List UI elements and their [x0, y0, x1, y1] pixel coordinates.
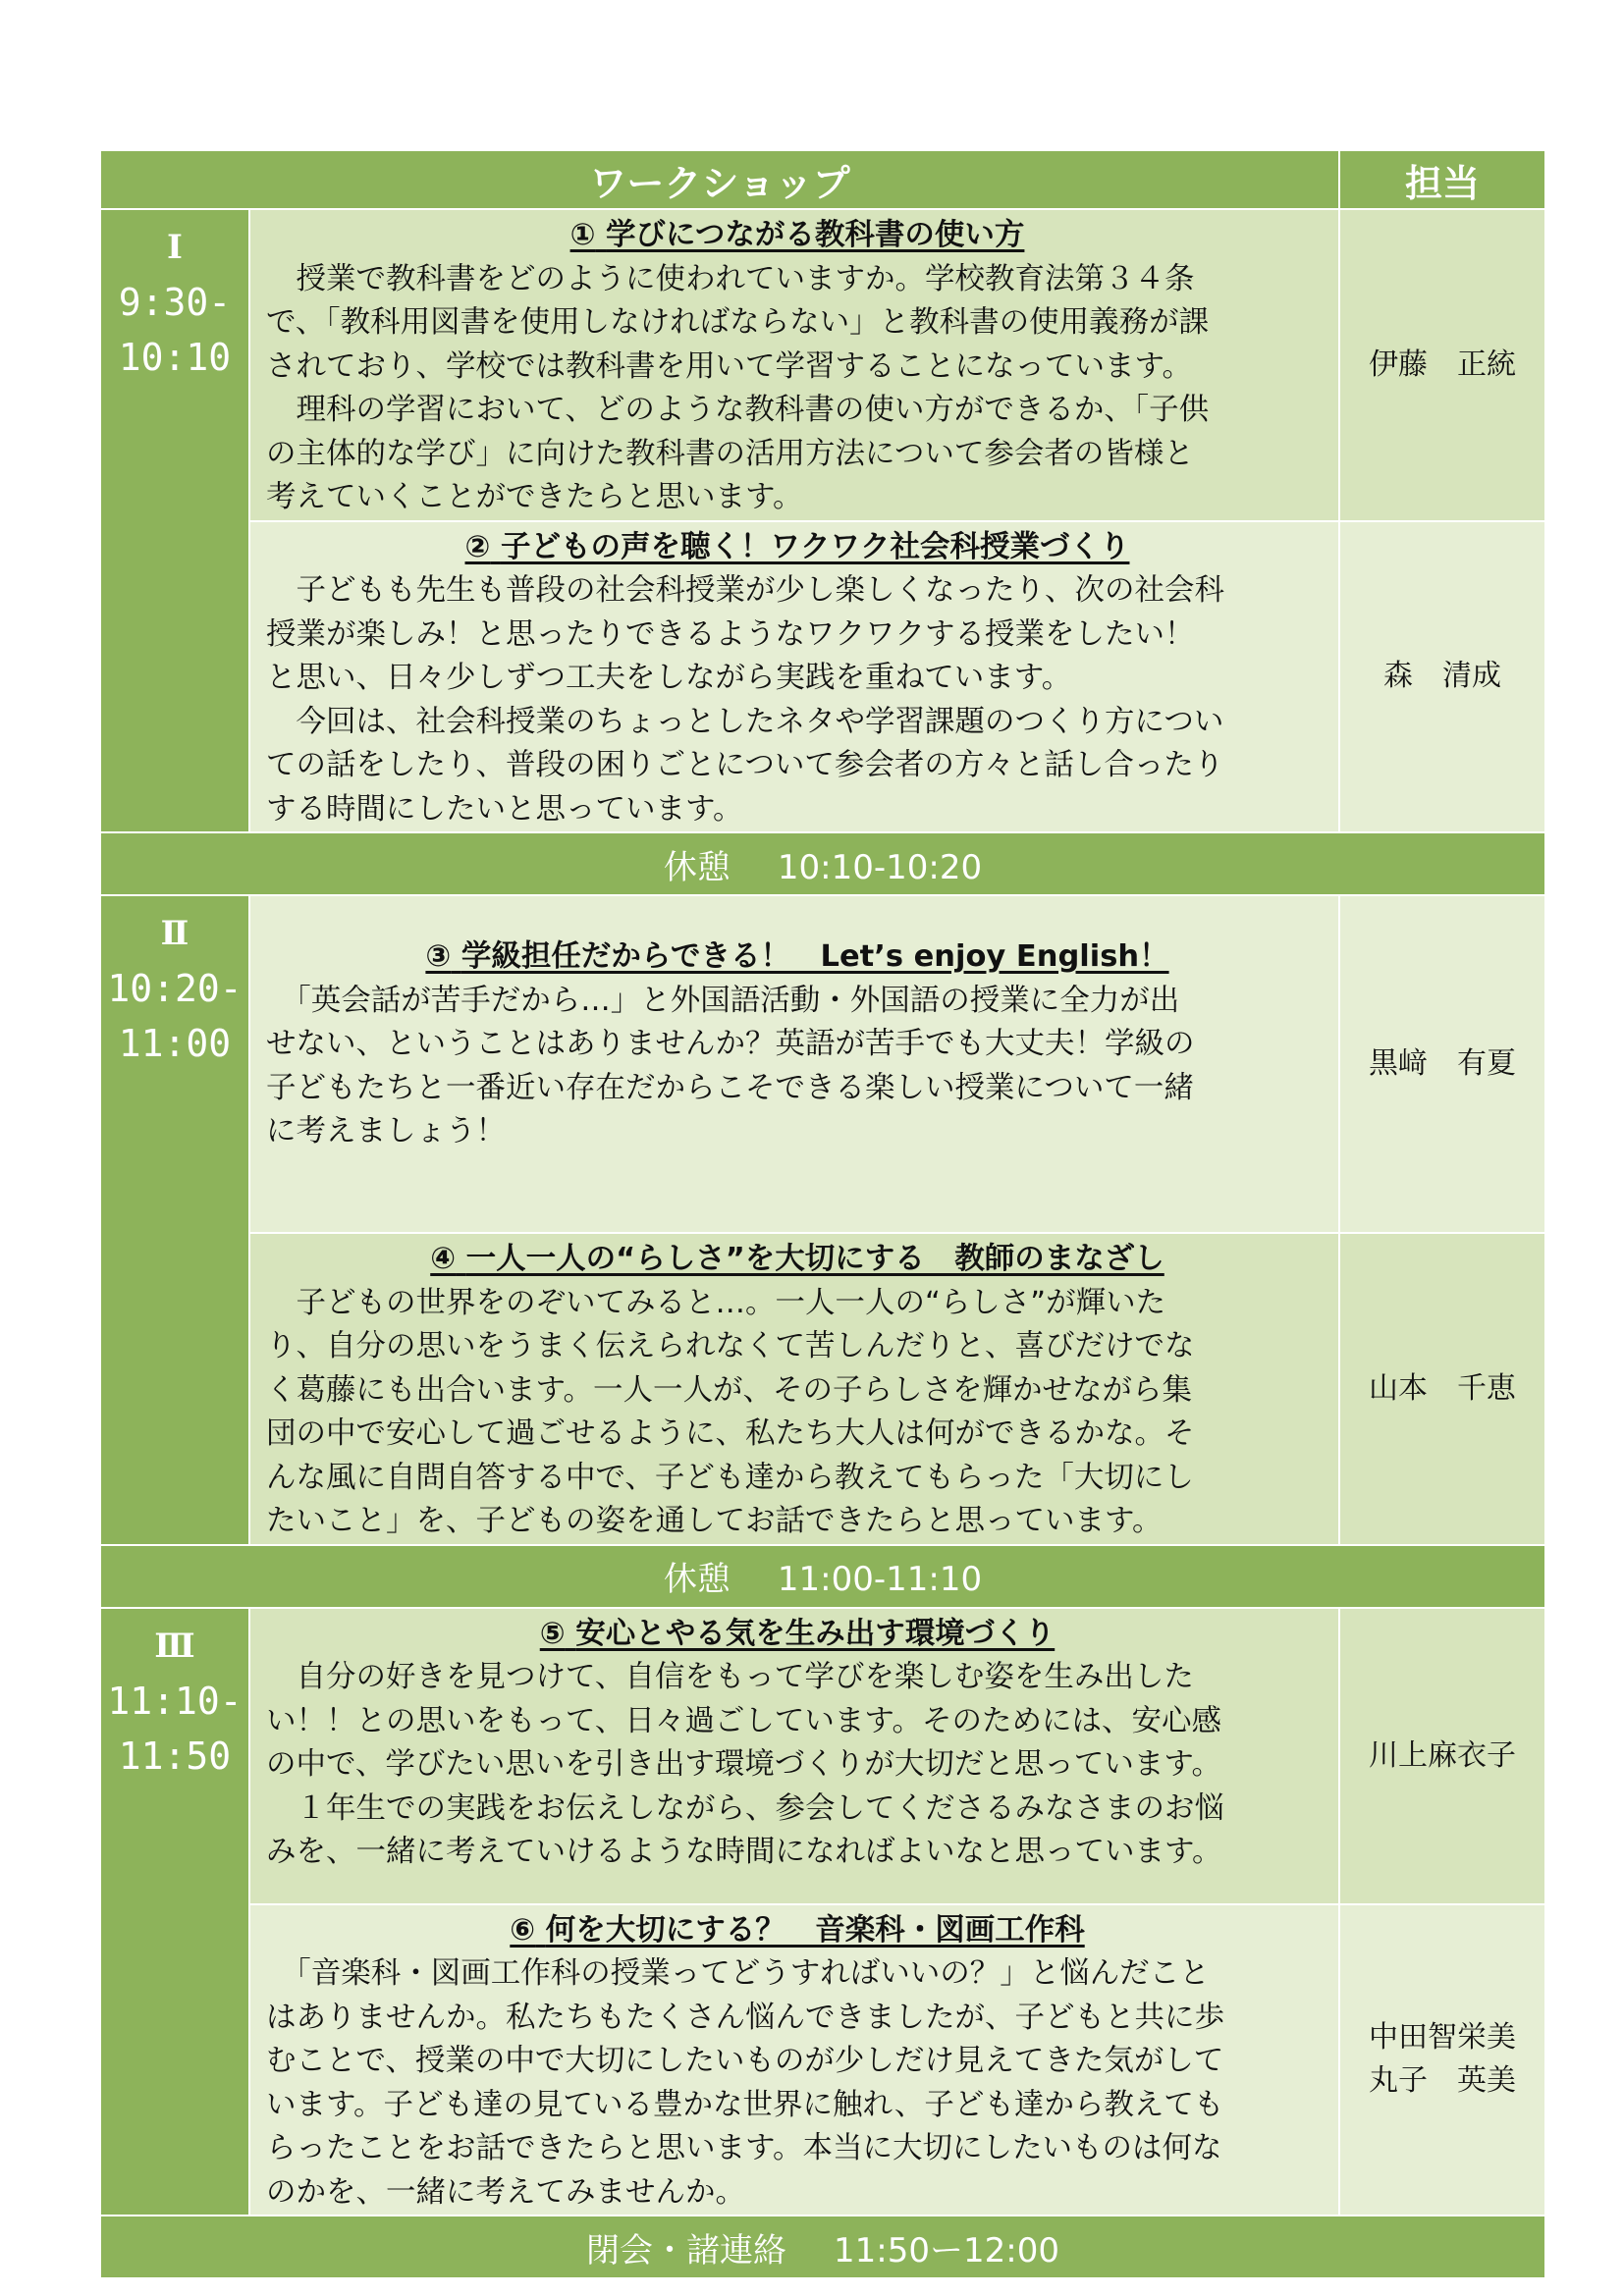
- workshop-row-5: [100, 1608, 1545, 1904]
- break-bar: [100, 1545, 1545, 1608]
- workshop-description: 自分の好きを見つけて、自信をもって学びを楽しむ姿を生み出した い！！との思いをもって、日々過ごしています。そのためには、安心感 の中で、学びたい思いを引き出す環境づくりが大切だと思っています。 １年生での実践をお伝えしながら、参会してくださるみなさまのお悩 みを、一緒に考えていけるような時間になればよいなと思っています。: [266, 1660, 1224, 1869]
- period-end: 11:50: [118, 1734, 232, 1778]
- break-row-2: [100, 1545, 1545, 1608]
- workshop-description: 「音楽科・図画工作科の授業ってどうすればいいの？」と悩んだこと はありませんか。私たちもたくさん悩んできましたが、子どもと共に歩 むことで、授業の中で大切にしたいものが少しだけ見えてきた気がして います。子ども達の見ている豊かな世界に触れ、子ども達から教えても らったことをお話できたらと思います。本当に大切にしたいものは何な のかを、一緒に考えてみませんか。: [266, 1956, 1224, 2210]
- closing-time: 11:50ー12:00: [834, 2230, 1059, 2270]
- workshop-title: [266, 526, 1328, 570]
- workshop-row-2: [100, 521, 1545, 833]
- person-cell: 森 清成: [1339, 521, 1545, 833]
- workshop-content: [249, 1233, 1339, 1545]
- header-workshop: ワークショップ: [100, 150, 1339, 209]
- break-bar: [100, 832, 1545, 895]
- period-start: 11:10-: [107, 1679, 243, 1723]
- workshop-number: ①: [569, 218, 596, 252]
- workshop-title-text: 学びにつながる教科書の使い方: [606, 218, 1025, 252]
- workshop-description: 授業で教科書をどのように使われていますか。学校教育法第３４条 で、「教科用図書を使用しなければならない」と教科書の使用義務が課 されており、学校では教科書を用いて学習することになっています。 理科の学習において、どのような教科書の使い方ができるか、「子供 の主体的な学び」に向けた教科書の活用方法について参会者の皆様と 考えていくことができたらと思います。: [266, 261, 1210, 514]
- break-time: 10:10-10:20: [777, 847, 983, 887]
- workshop-content: [249, 521, 1339, 833]
- workshop-title-text: 一人一人の“らしさ”を大切にする 教師のまなざし: [465, 1242, 1164, 1276]
- person-cell: 伊藤 正統: [1339, 209, 1545, 521]
- break-label: 休憩: [663, 1560, 731, 1599]
- header-row: [100, 150, 1545, 209]
- period-end: 10:10: [118, 336, 232, 379]
- workshop-description: 子どもも先生も普段の社会科授業が少し楽しくなったり、次の社会科 授業が楽しみ！と思ったりできるようなワクワクする授業をしたい！ と思い、日々少しずつ工夫をしながら実践を重ねています。 今回は、社会科授業のちょっとしたネタや学習課題のつくり方につい ての話をしたり、普段の困りごとについて参会者の方々と話し合ったり する時間にしたいと思っています。: [266, 573, 1224, 827]
- workshop-number: ④: [430, 1242, 457, 1276]
- break-label: 休憩: [663, 847, 731, 887]
- workshop-description: 「英会話が苦手だから…」と外国語活動・外国語の授業に全力が出 せない、ということはありませんか？英語が苦手でも大丈夫！学級の 子どもたちと一番近い存在だからこそできる楽しい授業について一緒 に考えましょう！: [266, 983, 1195, 1148]
- period-number: Ⅱ: [160, 914, 189, 953]
- workshop-title: [266, 935, 1328, 980]
- workshop-title: [266, 1613, 1328, 1657]
- workshop-row-1: [100, 209, 1545, 521]
- period-start: 10:20-: [107, 967, 243, 1010]
- break-row-1: [100, 832, 1545, 895]
- workshop-number: ②: [464, 529, 491, 564]
- period-start: 9:30-: [118, 281, 232, 324]
- person-cell: 川上麻衣子: [1339, 1608, 1545, 1904]
- workshop-title: [266, 214, 1328, 258]
- period-3: [100, 1608, 249, 2216]
- workshop-number: ⑤: [539, 1616, 566, 1651]
- workshop-row-4: [100, 1233, 1545, 1545]
- workshop-content: [249, 209, 1339, 521]
- workshop-title: [266, 1238, 1328, 1282]
- workshop-content: [249, 1608, 1339, 1904]
- workshop-row-3: [100, 895, 1545, 1233]
- workshop-title-text: 学級担任だからできる！ Let’s enjoy English！: [460, 939, 1169, 974]
- person-cell: 黒﨑 有夏: [1339, 895, 1545, 1233]
- workshop-content: [249, 1904, 1339, 2216]
- person-cell: 中田智栄美 丸子 英美: [1339, 1904, 1545, 2216]
- period-number: Ⅲ: [154, 1626, 195, 1666]
- schedule-table: [99, 149, 1546, 2279]
- closing-row: [100, 2216, 1545, 2278]
- workshop-number: ③: [425, 939, 452, 974]
- workshop-title: [266, 1909, 1328, 1953]
- period-1: [100, 209, 249, 832]
- period-end: 11:00: [118, 1022, 232, 1065]
- period-number: Ⅰ: [167, 228, 183, 267]
- workshop-content: [249, 895, 1339, 1233]
- workshop-title-text: 何を大切にする？ 音楽科・図画工作科: [545, 1912, 1085, 1948]
- workshop-row-6: [100, 1904, 1545, 2216]
- workshop-title-text: 安心とやる気を生み出す環境づくり: [575, 1616, 1056, 1651]
- person-cell: 山本 千恵: [1339, 1233, 1545, 1545]
- workshop-description: 子どもの世界をのぞいてみると…。一人一人の“らしさ”が輝いた り、自分の思いをうまく伝えられなくて苦しんだりと、喜びだけでな く葛藤にも出合います。一人一人が、その子らしさを輝かせながら集 団の中で安心して過ごせるように、私たち大人は何ができるかな。そ んな風に自問自答する中で、子ども達から教えてもらった「大切にし たいこと」を、子どもの姿を通してお話できたらと思っています。: [266, 1285, 1195, 1538]
- header-person: 担当: [1339, 150, 1545, 209]
- workshop-title-text: 子どもの声を聴く！ワクワク社会科授業づくり: [500, 529, 1130, 564]
- break-time: 11:00-11:10: [777, 1560, 983, 1599]
- workshop-number: ⑥: [510, 1912, 536, 1948]
- closing-bar: [100, 2216, 1545, 2278]
- closing-label: 閉会・諸連絡: [586, 2230, 787, 2270]
- period-2: [100, 895, 249, 1545]
